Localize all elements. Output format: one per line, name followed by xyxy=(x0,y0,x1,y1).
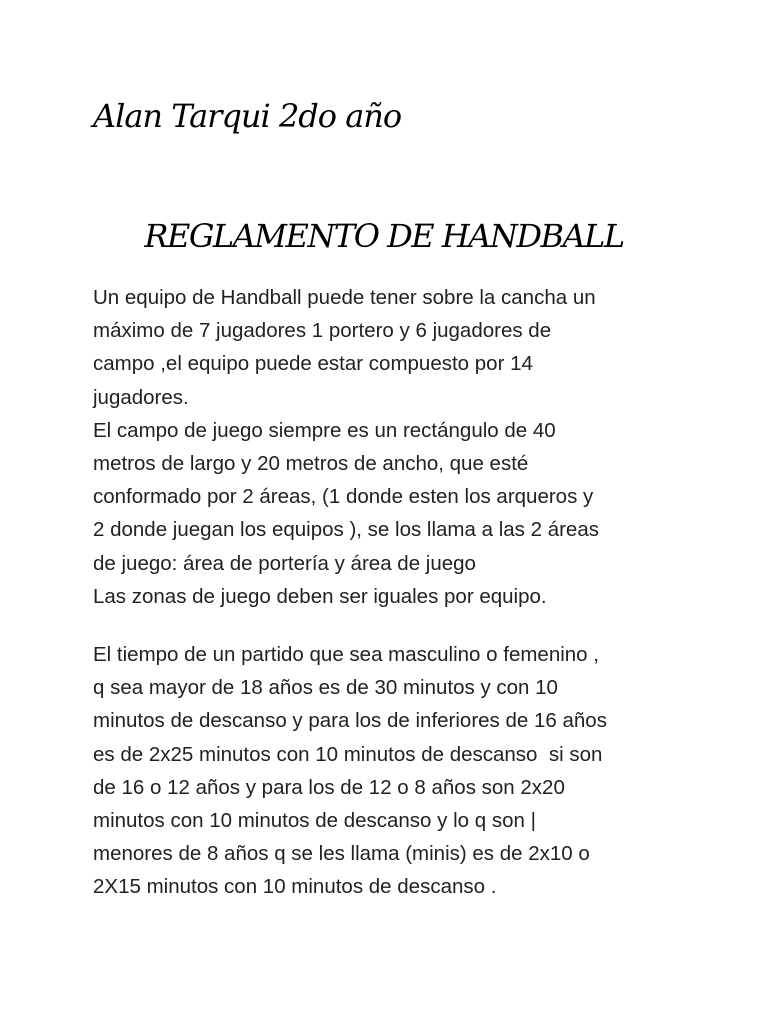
paragraph-line: metros de largo y 20 metros de ancho, que esté xyxy=(93,452,529,476)
paragraph-line: es de 2x25 minutos con 10 minutos de descanso si son xyxy=(93,742,603,766)
paragraph-line: El tiempo de un partido que sea masculino o femenino , xyxy=(93,643,599,666)
paragraph-line: de 16 o 12 años y para los de 12 o 8 años son 2x20 xyxy=(93,775,565,799)
paragraph-match-time xyxy=(93,638,693,904)
paragraph-rules xyxy=(93,281,693,613)
paragraph-line: conformado por 2 áreas, (1 donde esten los arqueros y xyxy=(93,485,594,509)
paragraph-line: campo ,el equipo puede estar compuesto por 14 xyxy=(93,352,533,376)
paragraph-line: jugadores. xyxy=(93,385,189,409)
document-title: REGLAMENTO DE HANDBALL xyxy=(144,217,624,255)
paragraph-line: Un equipo de Handball puede tener sobre la cancha un xyxy=(93,286,596,309)
paragraph-line: 2 donde juegan los equipos ), se los llama a las 2 áreas xyxy=(93,518,599,542)
paragraph-line: 2X15 minutos con 10 minutos de descanso . xyxy=(93,875,497,899)
paragraph-line: de juego: área de portería y área de juego xyxy=(93,551,476,575)
paragraph-line: Las zonas de juego deben ser iguales por equipo. xyxy=(93,584,547,608)
paragraph-line: q sea mayor de 18 años es de 30 minutos y con 10 xyxy=(93,676,558,700)
paragraph-line: minutos con 10 minutos de descanso y lo q son | xyxy=(93,809,536,833)
paragraph-line: máximo de 7 jugadores 1 portero y 6 jugadores de xyxy=(93,319,552,343)
author-heading: Alan Tarqui 2do año xyxy=(93,97,402,135)
paragraph-line: minutos de descanso y para los de inferiores de 16 años xyxy=(93,709,607,733)
paragraph-line: El campo de juego siempre es un rectángulo de 40 xyxy=(93,418,556,442)
paragraph-line: menores de 8 años q se les llama (minis) es de 2x10 o xyxy=(93,842,590,866)
